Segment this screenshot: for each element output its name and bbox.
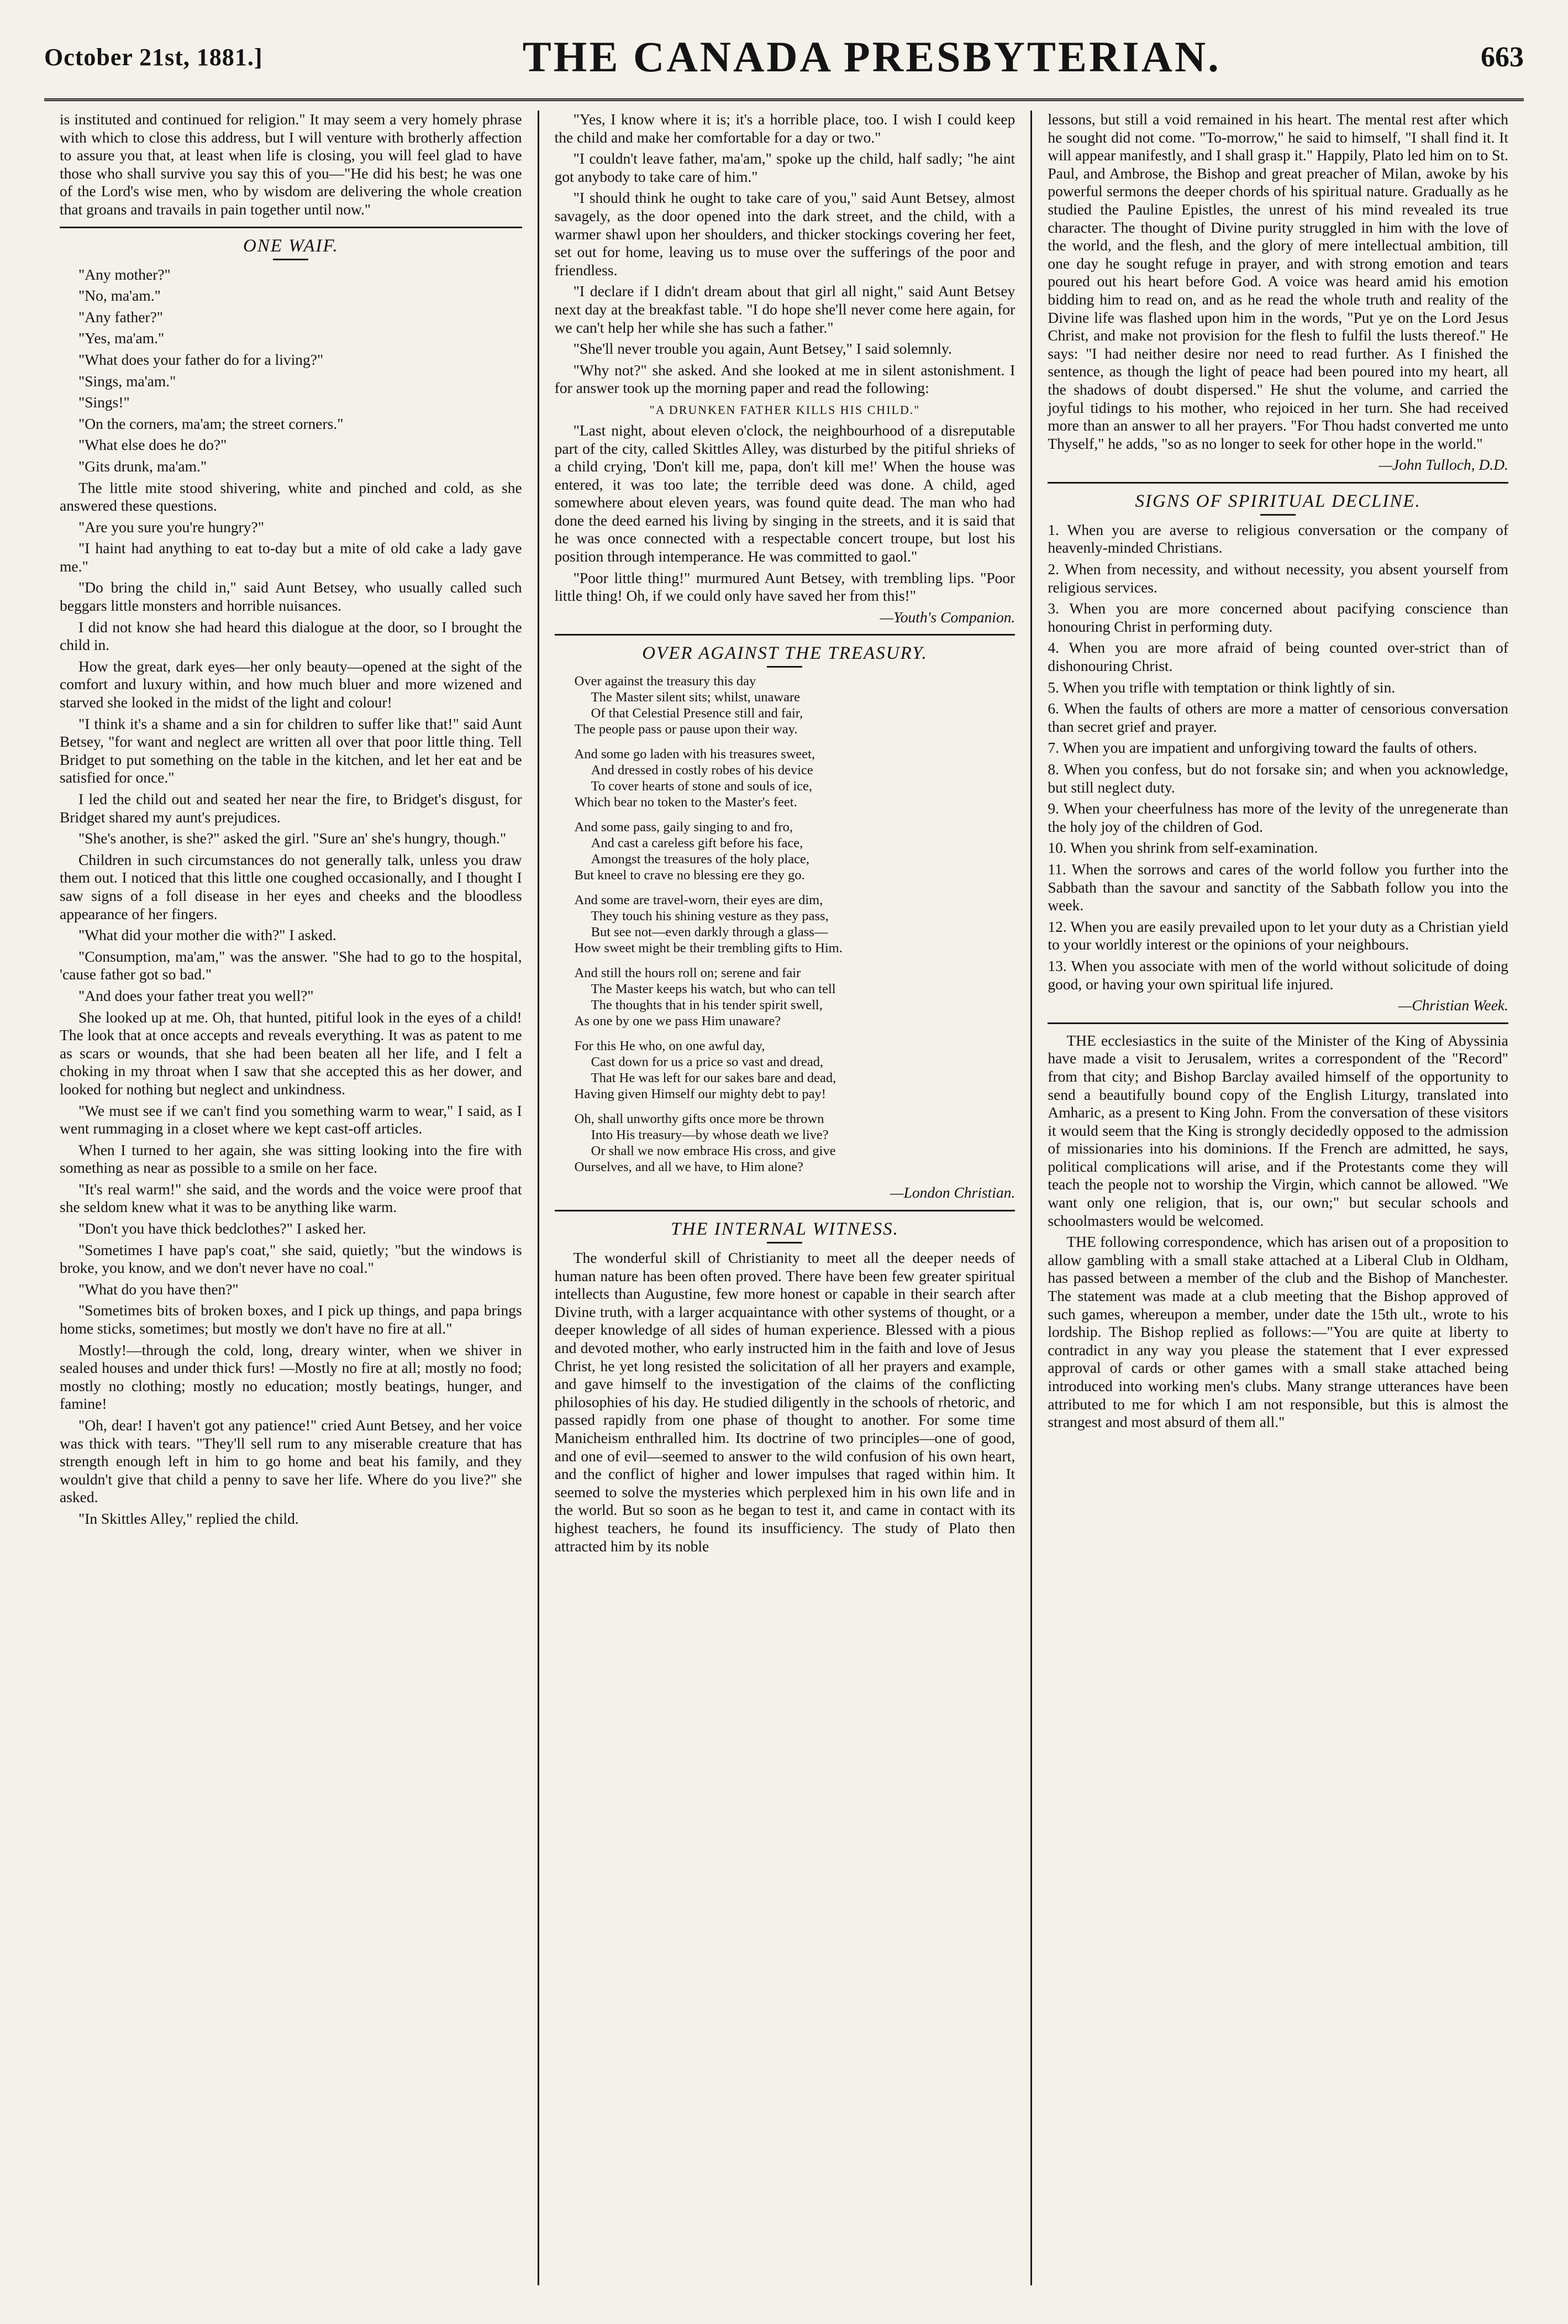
paragraph: "And does your father treat you well?" [78, 987, 314, 1004]
dialogue-line: "Any mother?" [78, 265, 171, 283]
list-item: 9. When your cheerfulness has more of the levity of the unregenerate than the holy joy of the children of God. [1048, 800, 1508, 835]
poem-stanza [555, 1111, 1015, 1175]
column-1 [44, 111, 538, 2285]
clipping-title: "A DRUNKEN FATHER KILLS HIS CHILD." [649, 402, 920, 417]
masthead [44, 15, 1524, 101]
poem-stanza [555, 965, 1015, 1029]
poem-stanza [555, 673, 1015, 737]
poem-line: Of that Celestial Presence still and fair, [591, 706, 803, 721]
paragraph: "Don't you have thick bedclothes?" I asked her. [78, 1220, 366, 1237]
paragraph: Mostly!—through the cold, long, dreary winter, when we shiver in sealed houses and under thick furs! —Mostly no fire at all; mostly no food; mostly no clothing; mostly no education; mostly beatings, hunger, and famine! [60, 1341, 522, 1413]
section-rule [555, 634, 1015, 636]
signs-list [1048, 521, 1508, 993]
article-source: —Youth's Companion. [880, 608, 1015, 626]
poem-source: —London Christian. [890, 1184, 1015, 1202]
list-item: 4. When you are more afraid of being counted over-strict than of dishonouring Christ. [1048, 639, 1508, 675]
title-dash [767, 666, 802, 668]
list-item: 5. When you trifle with temptation or think lightly of sin. [1048, 678, 1396, 696]
dialogue-line: "Yes, ma'am." [78, 329, 165, 347]
news-paragraph: THE following correspondence, which has arisen out of a proposition to allow gambling with a small stake attached at a Liberal Club in Oldham, has passed between a member of the club and the Bishop of Manchester. The statement was made at a club meeting that the Bishop approved of such games, whereupon a member, under date the 15th ult., wrote to his lordship. The Bishop replied as follows:—"You are quite at liberty to contradict in any way you please the statement that I ever expressed approval of cards or other games with a small stake attached being introduced into working men's clubs. Many strange utterances have been attributed to me for which I am not responsible, but this is almost the strangest and most absurd of them all." [1048, 1233, 1508, 1431]
paragraph: "Last night, about eleven o'clock, the neighbourhood of a disreputable part of the city, called Skittles Alley, was disturbed by the pitiful shrieks of a child crying, 'Don't kill me, papa, don't kill me!' When the house was entered, it was too late; the terrible deed was done. A child, aged somewhere about eleven years, was found quite dead. The man who had done the deed earned his living by singing in the streets, and it is said that he was once connected with a respectable concert troupe, but lost his position through intemperance. He was committed to gaol." [554, 421, 1015, 565]
poem-line: Oh, shall unworthy gifts once more be thrown [574, 1111, 824, 1127]
poem-line: Ourselves, and all we have, to Him alone? [574, 1160, 803, 1175]
paragraph: I did not know she had heard this dialogue at the door, so I brought the child in. [60, 618, 522, 654]
news-paragraph: THE ecclesiastics in the suite of the Minister of the King of Abyssinia have made a visit to Jerusalem, writes a correspondent of the "Record" from that city; and Bishop Barclay availed himself of the opportunity to send a beautifully bound copy of the English Liturgy, translated into Amharic, as a present to King John. From the conversation of these visitors it would seem that the King is strongly decidedly opposed to the admission of missionaries into his dominions. If the French are admitted, he says, political complications will arise, and if the Protestants come they will teach the people not to worship the Virgin, which cannot be allowed. "We want only one religion, that is, our own;" but secular schools and schoolmasters would be welcomed. [1048, 1031, 1508, 1229]
dialogue-line: "No, ma'am." [78, 287, 161, 305]
paragraph: "I declare if I didn't dream about that girl all night," said Aunt Betsey next day at the breakfast table. "I do hope she'll never come here again, for we can't help her while she has such a father." [554, 282, 1015, 336]
paragraph: is instituted and continued for religion." It may seem a very homely phrase with which to close this address, but I will venture with brotherly affection to assure you that, at least when life is closing, you will feel glad to have those who shall survive you say this of you—"He did his best; he was one of the Lord's wise men, who by wisdom are delivering the whole creation that groans and travails in pain together until now." [60, 111, 522, 218]
dialogue-line: "Sings, ma'am." [78, 372, 176, 390]
dialogue-line: "What else does he do?" [78, 436, 227, 454]
poem-line: And some go laden with his treasures sweet, [574, 747, 815, 762]
section-rule [60, 227, 522, 228]
paragraph: I led the child out and seated her near the fire, to Bridget's disgust, for Bridget shared my aunt's prejudices. [60, 790, 522, 826]
section-rule [555, 1210, 1015, 1211]
column-2 [538, 111, 1031, 2285]
title-dash [273, 259, 308, 260]
poem-line: And cast a careless gift before his face, [591, 836, 803, 851]
paragraph: "Poor little thing!" murmured Aunt Betsey, with trembling lips. "Poor little thing! Oh, if we could only have saved her from this!" [554, 569, 1015, 605]
issue-date: October 21st, 1881.] [44, 43, 263, 71]
paragraph: "She's another, is she?" asked the girl. "Sure an' she's hungry, though." [78, 830, 507, 847]
paragraph: "I think it's a shame and a sin for children to suffer like that!" said Aunt Betsey, "for want and neglect are written all over that poor little thing. Tell Bridget to put something on the table in the kitchen, and let her eat and be satisfied for once." [60, 715, 522, 786]
paragraph: "We must see if we can't find you something warm to wear," I said, as I went rummaging in a closet where we kept cast-off articles. [60, 1101, 522, 1137]
poem-line: The thoughts that in his tender spirit swell, [591, 998, 823, 1013]
list-item: 6. When the faults of others are more a matter of censorious conversation than secret grief and prayer. [1048, 700, 1508, 735]
list-item: 13. When you associate with men of the world without solicitude of doing good, or having your own spiritual life injured. [1048, 957, 1508, 993]
poem-line: Over against the treasury this day [574, 674, 756, 689]
columns [44, 111, 1524, 2285]
poem-line: But kneel to crave no blessing ere they go. [574, 868, 805, 883]
paragraph: lessons, but still a void remained in his heart. The mental rest after which he sought did not come. "To-morrow," he said to himself, "I shall find it. It will appear manifestly, and I shall grasp it." Happily, Plato led him on to St. Paul, and Ambrose, the Bishop and great preacher of Milan, awoke by his powerful sermons the deeper chords of his spiritual nature. Gradually as he studied the Pauline Epistles, the unrest of his mind revealed its true character. The thought of Divine purity struggled in him with the love of the world, and the flesh, and the glory of mere intellectual ambition, till one day he sought refuge in prayer, and with strong emotion and tears poured out his heart before God. A voice was heard amid his emotion bidding him to read on, and as he read the whole truth and reality of the Divine life was flashed upon him in the words, "Put ye on the Lord Jesus Christ, and make not provision for the flesh to fulfil the lusts thereof." He says: "I had neither desire nor need to read further. As I finished the sentence, as though the light of peace had been poured into my heart, all the shadows of doubt dispersed." He shut the volume, and carried the joyful tidings to his mother, who rejoiced in her turn. She had received more than an answer to all her prayers. "For Thou hadst converted me unto Thyself," he adds, "so as no longer to seek for other hope in the world." [1048, 111, 1508, 452]
poem-stanza [555, 892, 1015, 956]
poem-line: They touch his shining vesture as they pass, [591, 909, 829, 924]
article-source: —John Tulloch, D.D. [1378, 456, 1508, 474]
poem-line: The people pass or pause upon their way. [574, 722, 798, 737]
poem-line: And some are travel-worn, their eyes are dim, [574, 893, 823, 908]
dialogue-line: "Gits drunk, ma'am." [78, 457, 207, 475]
poem-line: Amongst the treasures of the holy place, [591, 852, 809, 867]
poem-line: Into His treasury—by whose death we live? [591, 1127, 829, 1143]
section-rule [1048, 482, 1508, 484]
poem-stanza [555, 1038, 1015, 1102]
paragraph: "I should think he ought to take care of you," said Aunt Betsey, almost savagely, as the door opened into the dark street, and the child, with a warmer shawl upon her shoulders, and thicker stockings covering her feet, set out for home, leaving us to muse over the sufferings of the poor and friendless. [554, 189, 1015, 279]
article-source: —Christian Week. [1398, 996, 1508, 1014]
title-dash [1260, 514, 1296, 516]
poem-line: Or shall we now embrace His cross, and give [591, 1143, 836, 1159]
list-item: 7. When you are impatient and unforgiving toward the faults of others. [1048, 739, 1477, 757]
page-number: 663 [1480, 41, 1524, 73]
poem-line: Cast down for us a price so vast and dread, [591, 1055, 824, 1070]
poem-line: And some pass, gaily singing to and fro, [574, 820, 793, 835]
list-item: 2. When from necessity, and without necessity, you absent yourself from religious services. [1048, 560, 1508, 596]
poem-stanza [555, 746, 1015, 810]
poem-line: That He was left for our sakes bare and dead, [591, 1071, 836, 1086]
paragraph: "Sometimes bits of broken boxes, and I pick up things, and papa brings home sticks, sometimes; but mostly we don't have no fire at all." [60, 1302, 522, 1337]
poem-stanza [555, 819, 1015, 883]
poem-title: OVER AGAINST THE TREASURY. [642, 643, 928, 664]
poem [555, 673, 1015, 1175]
paragraph: "She'll never trouble you again, Aunt Betsey," I said solemnly. [573, 340, 952, 358]
paragraph: "I haint had anything to eat to-day but a mite of old cake a lady gave me." [60, 539, 522, 575]
paragraph: "What do you have then?" [78, 1280, 239, 1298]
dialogue-line: "What does your father do for a living?" [78, 350, 324, 368]
article-title-signs: SIGNS OF SPIRITUAL DECLINE. [1135, 491, 1421, 511]
paragraph: "Yes, I know where it is; it's a horrible place, too. I wish I could keep the child and make her comfortable for a day or two." [554, 111, 1015, 146]
poem-line: And still the hours roll on; serene and fair [574, 966, 801, 981]
poem-line: But see not—even darkly through a glass— [591, 925, 828, 940]
article-title-internal-witness: THE INTERNAL WITNESS. [671, 1219, 899, 1240]
paragraph: "Oh, dear! I haven't got any patience!" cried Aunt Betsey, and her voice was thick with tears. "They'll sell rum to any miserable creature that has strength enough left in him to go home and beat his family, and they wouldn't give that child a penny to save her life. Where do you live?" she asked. [60, 1417, 522, 1506]
paragraph: "Sometimes I have pap's coat," she said, quietly; "but the windows is broke, you know, and we don't never have no coal." [60, 1241, 522, 1277]
paragraph: Children in such circumstances do not generally talk, unless you draw them out. I noticed that this little one coughed occasionally, and I thought I saw signs of a foll disease in her eyes and cheeks and the bloodless appearance of her fingers. [60, 851, 522, 922]
list-item: 3. When you are more concerned about pacifying conscience than honouring Christ in performing duty. [1048, 600, 1508, 635]
poem-line: As one by one we pass Him unaware? [574, 1014, 781, 1029]
paragraph: "Do bring the child in," said Aunt Betsey, who usually called such beggars little monsters and horrible nuisances. [60, 579, 522, 615]
list-item: 1. When you are averse to religious conversation or the company of heavenly-minded Christians. [1048, 521, 1508, 557]
poem-line: Having given Himself our mighty debt to pay! [574, 1087, 826, 1102]
poem-line: The Master keeps his watch, but who can tell [591, 982, 836, 997]
column-3 [1030, 111, 1524, 2285]
section-rule [1048, 1022, 1508, 1024]
dialogue-line: "On the corners, ma'am; the street corners." [78, 415, 344, 432]
poem-line: And dressed in costly robes of his device [591, 763, 813, 778]
poem-line: How sweet might be their trembling gifts to Him. [574, 941, 843, 956]
paragraph: How the great, dark eyes—her only beauty—opened at the sight of the comfort and luxury within, and how much bluer and more wizened and starved she looked in the midst of the light and colour! [60, 657, 522, 711]
paragraph: "I couldn't leave father, ma'am," spoke up the child, half sadly; "he aint got anybody to take care of him." [554, 150, 1015, 185]
paragraph: The wonderful skill of Christianity to meet all the deeper needs of human nature has been often proved. There have been few greater spiritual intellects than Augustine, few more honest or capable in their search after Divine truth, with a larger acquaintance with other systems of thought, or a deeper knowledge of all sides of human experience. Blessed with a pious and devoted mother, who early instructed him in the faith and love of Jesus Christ, he yet long resisted the solicitation of all her prayers and example, and gave himself to the investigation of the claims of the conflicting philosophies of his day. He studied diligently in the schools of rhetoric, and passed rapidly from one phase of thought to another. For some time Manicheism enthralled him. Its doctrine of two principles—one of good, and one of evil—seemed to answer to the wild confusion of his own heart, and the conflict of higher and lower impulses that raged within him. It seemed to solve the mysteries which perplexed him in his own life and in the world. But so soon as he began to test it, and came in contact with its highest teachers, he found its insufficiency. The study of Plato then attracted him by its noble [554, 1249, 1015, 1555]
list-item: 10. When you shrink from self-examination. [1048, 839, 1318, 857]
list-item: 11. When the sorrows and cares of the world follow you further into the Sabbath than the savour and sanctity of the Sabbath follow you into the week. [1048, 860, 1508, 914]
paragraph: She looked up at me. Oh, that hunted, pitiful look in the eyes of a child! The look that at once accepts and reveals everything. It was as patent to me as scars or wounds, that she had been beaten all her life, and I felt a choking in my throat when I saw that she accepted this as her dower, and looked for nothing but neglect and unkindness. [60, 1008, 522, 1098]
paragraph: "Consumption, ma'am," was the answer. "She had to go to the hospital, 'cause father got so bad." [60, 947, 522, 983]
poem-line: The Master silent sits; whilst, unaware [591, 690, 800, 705]
list-item: 12. When you are easily prevailed upon to let your duty as a Christian yield to your worldly interest or the opinions of your neighbours. [1048, 917, 1508, 953]
paragraph: "Are you sure you're hungry?" [78, 518, 264, 536]
article-title-one-waif: ONE WAIF. [243, 235, 339, 256]
paragraph: When I turned to her again, she was sitting looking into the fire with something as near as possible to a smile on her face. [60, 1141, 522, 1177]
title-dash [767, 1242, 802, 1244]
paragraph: The little mite stood shivering, white and pinched and cold, as she answered these questions. [60, 479, 522, 515]
dialogue-line: "Sings!" [78, 394, 130, 411]
poem-line: Which bear no token to the Master's feet. [574, 795, 797, 810]
paragraph: "What did your mother die with?" I asked. [78, 926, 336, 944]
paragraph: "In Skittles Alley," replied the child. [78, 1509, 299, 1527]
list-item: 8. When you confess, but do not forsake sin; and when you acknowledge, but still neglect duty. [1048, 760, 1508, 796]
poem-line: To cover hearts of stone and souls of ice, [591, 779, 813, 794]
paragraph: "Why not?" she asked. And she looked at me in silent astonishment. I for answer took up the morning paper and read the following: [554, 361, 1015, 397]
poem-line: For this He who, on one awful day, [574, 1038, 765, 1054]
dialogue-line: "Any father?" [78, 308, 164, 326]
newspaper-title: THE CANADA PRESBYTERIAN. [522, 33, 1221, 81]
paragraph: "It's real warm!" she said, and the words and the voice were proof that she seldom knew what it was to be anything like warm. [60, 1180, 522, 1216]
